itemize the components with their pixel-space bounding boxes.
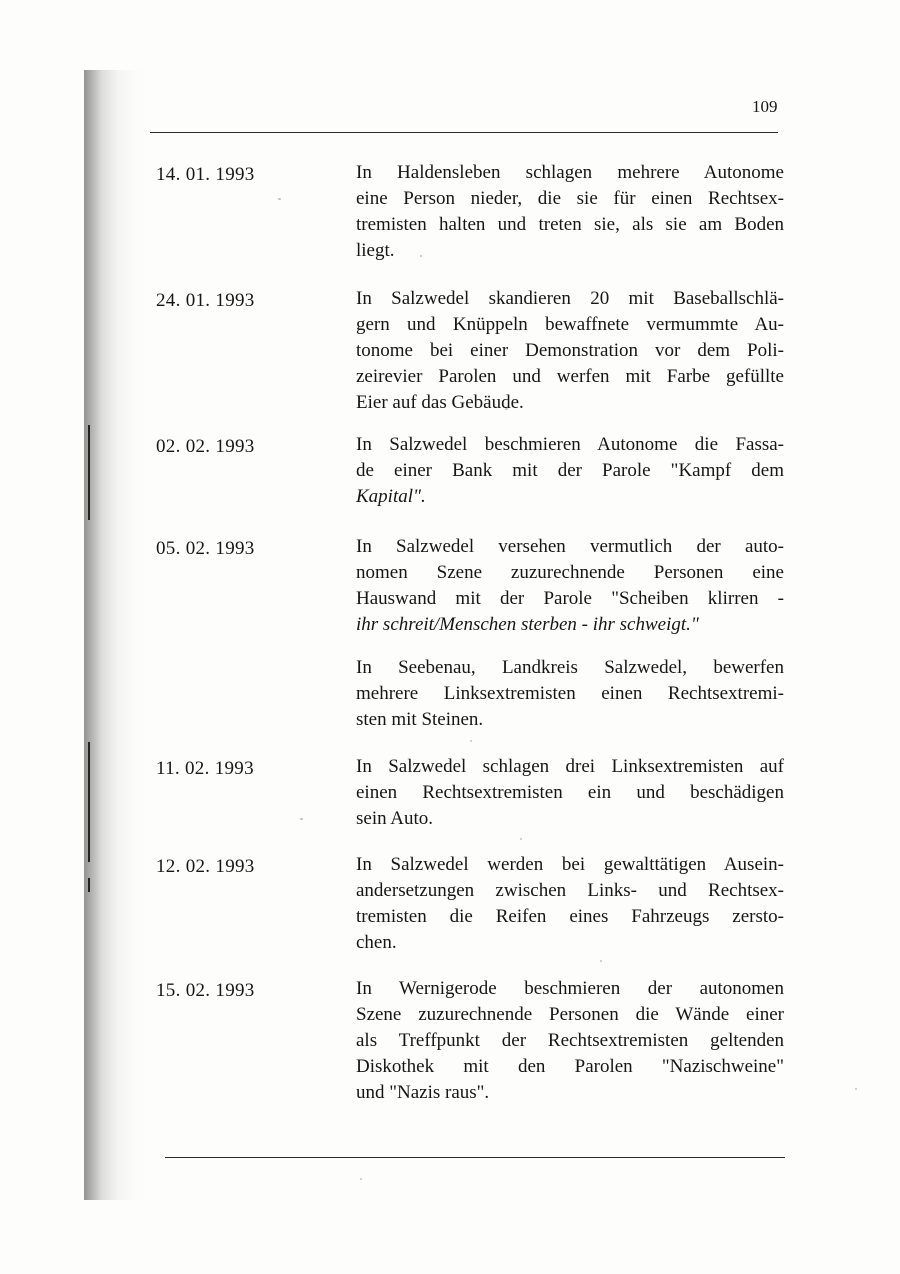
scan-binding-shadow (84, 70, 148, 1200)
entry-text (356, 286, 784, 416)
scan-speck (420, 255, 422, 257)
entry-line: nomen Szene zuzurechnende Personen eine (356, 562, 784, 583)
scan-speck (520, 838, 522, 840)
header-rule (150, 132, 778, 133)
scan-speck (278, 198, 281, 200)
entry-line: Eier auf das Gebäude. (356, 392, 524, 413)
entry-line: und "Nazis raus". (356, 1082, 490, 1103)
entry-date: 24. 01. 1993 (156, 290, 255, 311)
page-number: 109 (752, 97, 778, 116)
entry-text (356, 754, 784, 832)
entry-line: mehrere Linksextremisten einen Rechtsextremi- (356, 683, 784, 704)
entry-line: liegt. (356, 240, 395, 261)
margin-bar (88, 742, 90, 862)
scan-speck (855, 1088, 857, 1090)
entry-date: 11. 02. 1993 (156, 758, 254, 779)
entry-date: 02. 02. 1993 (156, 436, 255, 457)
entry-line: In Salzwedel versehen vermutlich der auto- (356, 536, 784, 557)
entry-line: sten mit Steinen. (356, 709, 484, 730)
entry-line: gern und Knüppeln bewaffnete vermummte Au- (356, 314, 784, 335)
entry-text (356, 432, 784, 510)
entry-line: einen Rechtsextremisten ein und beschädigen (356, 782, 784, 803)
entry-line: In Salzwedel skandieren 20 mit Baseballschlä- (356, 288, 784, 309)
entry-line: In Salzwedel schlagen drei Linksextremisten auf (356, 756, 784, 777)
entry-line: chen. (356, 932, 397, 953)
entry-line: In Salzwedel beschmieren Autonome die Fassa- (356, 434, 784, 455)
entry-line: tonome bei einer Demonstration vor dem Poli- (356, 340, 784, 361)
scan-speck (300, 818, 303, 820)
entry-text (356, 655, 784, 733)
entry-text (356, 534, 784, 638)
entry-date: 05. 02. 1993 (156, 538, 255, 559)
entry-line: zeirevier Parolen und werfen mit Farbe gefüllte (356, 366, 784, 387)
entry-text (356, 852, 784, 956)
margin-bar (88, 878, 90, 892)
scan-speck (600, 960, 602, 962)
footer-rule (165, 1157, 785, 1158)
entry-line: Kapital". (356, 486, 426, 507)
entry-line: eine Person nieder, die sie für einen Rechtsex- (356, 188, 784, 209)
entry-text (356, 160, 784, 264)
scan-speck (470, 740, 472, 742)
entry-line: In Haldensleben schlagen mehrere Autonome (356, 162, 784, 183)
entry-line: In Salzwedel werden bei gewalttätigen Ausein- (356, 854, 784, 875)
scan-speck (360, 1178, 362, 1180)
entry-line: ihr schreit/Menschen sterben - ihr schweigt." (356, 614, 699, 635)
scan-speck (505, 408, 508, 410)
entry-date: 12. 02. 1993 (156, 856, 255, 877)
entry-line: sein Auto. (356, 808, 434, 829)
entry-date: 15. 02. 1993 (156, 980, 255, 1001)
entry-line: als Treffpunkt der Rechtsextremisten geltenden (356, 1030, 784, 1051)
entry-line: de einer Bank mit der Parole "Kampf dem (356, 460, 784, 481)
entry-line: tremisten halten und treten sie, als sie am Boden (356, 214, 784, 235)
entry-line: andersetzungen zwischen Links- und Rechtsex- (356, 880, 784, 901)
entry-line: tremisten die Reifen eines Fahrzeugs zersto- (356, 906, 784, 927)
entry-line: Hauswand mit der Parole "Scheiben klirren - (356, 588, 784, 609)
entry-line: In Seebenau, Landkreis Salzwedel, bewerfen (356, 657, 784, 678)
entry-text (356, 976, 784, 1106)
entry-line: Szene zuzurechnende Personen die Wände einer (356, 1004, 784, 1025)
margin-bar (88, 425, 90, 520)
entry-date: 14. 01. 1993 (156, 164, 255, 185)
entry-line: In Wernigerode beschmieren der autonomen (356, 978, 784, 999)
entry-line: Diskothek mit den Parolen "Nazischweine" (356, 1056, 784, 1077)
